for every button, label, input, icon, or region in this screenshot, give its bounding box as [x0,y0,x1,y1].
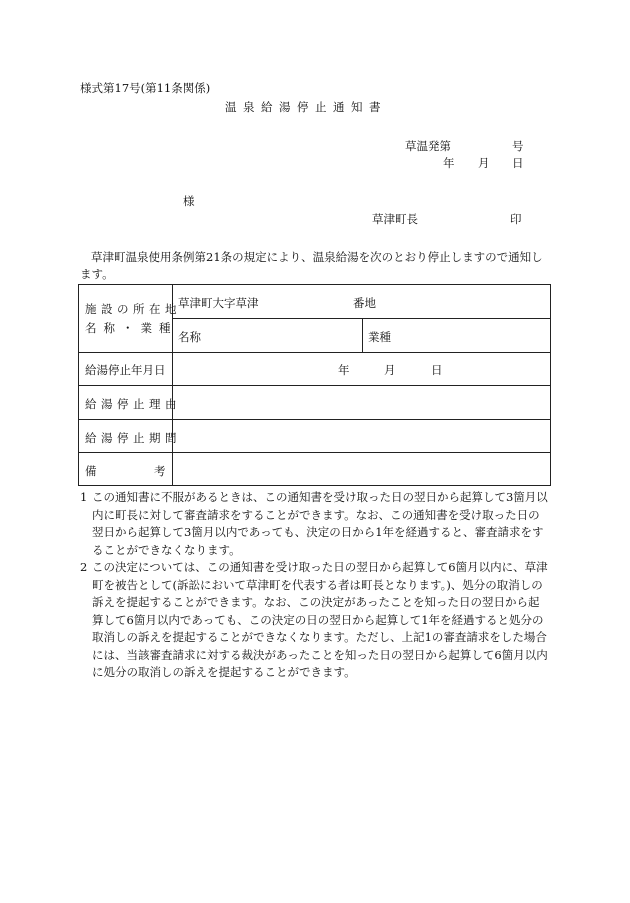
stop-date-label: 給湯停止年月日 [85,363,166,377]
facility-label: 施設の所在地 [85,302,181,316]
table-row-divider [79,452,551,453]
name-label: 名称 [178,330,201,344]
details-table [78,284,551,486]
note-number: 1 [80,490,88,504]
stop-date-month: 月 [384,363,396,377]
issuer-name: 草津町長 [372,212,418,226]
address-suffix: 番地 [353,296,376,310]
document-title: 温泉給湯停止通知書 [225,100,387,114]
date-year: 年 [443,156,455,170]
stop-date-year: 年 [338,363,350,377]
facility-label-line2: 名称・業種 [85,321,178,335]
reference-number-prefix: 草温発第 [405,139,451,153]
note-text: この通知書に不服があるときは、この通知書を受け取った日の翌日から起算して3箇月以内に町長に対して審査請求をすることができます。なお、この通知書を受け取った日の翌日から起算して3箇月以内であっても、決定の日から1年を経過すると、審査請求をすることができなくなります。 [92,490,548,557]
table-row-divider [79,419,551,420]
table-row-divider [79,385,551,386]
address-prefix: 草津町大字草津 [178,296,259,310]
table-column-divider [362,318,363,352]
form-number: 様式第17号(第11条関係) [80,81,211,95]
seal-mark: 印 [510,212,522,226]
remarks-label-first: 備 [85,464,97,478]
date-month: 月 [478,156,490,170]
date-day: 日 [512,156,524,170]
remarks-label-second: 考 [154,464,166,478]
reference-number-suffix: 号 [512,139,524,153]
business-type-label: 業種 [368,330,391,344]
stop-period-label: 給湯停止期間 [85,431,181,445]
notes-section [80,489,550,682]
stop-reason-label: 給湯停止理由 [85,397,181,411]
intro-paragraph: 草津町温泉使用条例第21条の規定により、温泉給湯を次のとおり停止しますので通知します。 [80,250,543,281]
note-item [80,559,550,682]
table-row-divider [79,352,551,353]
note-item [80,489,550,559]
note-text: この決定については、この通知書を受け取った日の翌日から起算して6箇月以内に、草津町を被告として(訴訟において草津町を代表する者は町長となります。)、処分の取消しの訴えを提起することができます。なお、この決定があったことを知った日の翌日から起算して6箇月以内であっても、この決定の日の翌日から起算して1年を経過すると処分の取消しの訴えを提起することができなくなります。ただし、上記1の審査請求をした場合には、当該審査請求に対する裁決があったことを知った日の翌日から起算して6箇月以内に処分の取消しの訴えを提起することができます。 [92,560,548,679]
note-number: 2 [80,560,88,574]
stop-date-day: 日 [431,363,443,377]
addressee-honorific: 様 [183,194,195,208]
